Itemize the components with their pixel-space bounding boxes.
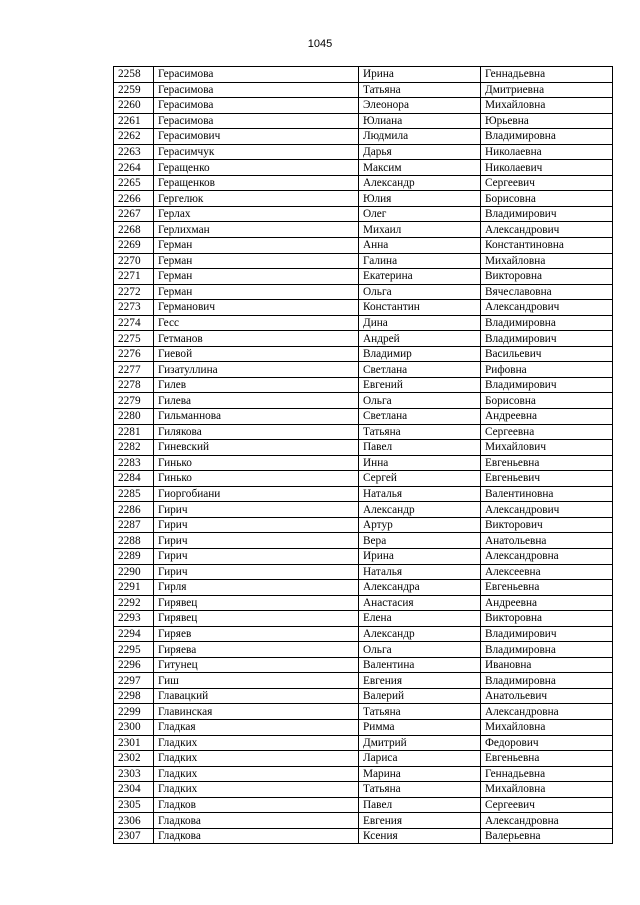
- row-number-cell: 2281: [114, 424, 154, 440]
- patronymic-cell: Михайловна: [481, 253, 613, 269]
- last-name-cell: Гинько: [154, 455, 359, 471]
- table-row: [114, 533, 613, 549]
- patronymic-cell: Владимировна: [481, 673, 613, 689]
- table-row: [114, 160, 613, 176]
- table-row: [114, 377, 613, 393]
- first-name-cell: Римма: [359, 719, 481, 735]
- last-name-cell: Гесс: [154, 315, 359, 331]
- last-name-cell: Герасимова: [154, 98, 359, 114]
- table-row: [114, 704, 613, 720]
- table-row: [114, 98, 613, 114]
- row-number-cell: 2266: [114, 191, 154, 207]
- row-number-cell: 2287: [114, 517, 154, 533]
- patronymic-cell: Александрович: [481, 502, 613, 518]
- patronymic-cell: Евгеньевич: [481, 471, 613, 487]
- patronymic-cell: Евгеньевна: [481, 751, 613, 767]
- last-name-cell: Гирявец: [154, 611, 359, 627]
- table-row: [114, 471, 613, 487]
- last-name-cell: Герасимович: [154, 129, 359, 145]
- last-name-cell: Гилев: [154, 377, 359, 393]
- first-name-cell: Дина: [359, 315, 481, 331]
- last-name-cell: Главацкий: [154, 688, 359, 704]
- patronymic-cell: Евгеньевна: [481, 455, 613, 471]
- row-number-cell: 2274: [114, 315, 154, 331]
- patronymic-cell: Сергеевич: [481, 175, 613, 191]
- table-row: [114, 595, 613, 611]
- patronymic-cell: Анатольевна: [481, 533, 613, 549]
- first-name-cell: Анастасия: [359, 595, 481, 611]
- last-name-cell: Гладков: [154, 797, 359, 813]
- first-name-cell: Елена: [359, 611, 481, 627]
- first-name-cell: Александра: [359, 580, 481, 596]
- last-name-cell: Гергелюк: [154, 191, 359, 207]
- patronymic-cell: Геннадьевна: [481, 766, 613, 782]
- row-number-cell: 2278: [114, 377, 154, 393]
- patronymic-cell: Борисовна: [481, 191, 613, 207]
- last-name-cell: Гилева: [154, 393, 359, 409]
- last-name-cell: Гирявец: [154, 595, 359, 611]
- last-name-cell: Гладкова: [154, 828, 359, 844]
- row-number-cell: 2289: [114, 548, 154, 564]
- patronymic-cell: Сергеевич: [481, 797, 613, 813]
- first-name-cell: Наталья: [359, 564, 481, 580]
- patronymic-cell: Викторович: [481, 517, 613, 533]
- last-name-cell: Герман: [154, 253, 359, 269]
- patronymic-cell: Александровна: [481, 548, 613, 564]
- table-row: [114, 797, 613, 813]
- first-name-cell: Инна: [359, 455, 481, 471]
- row-number-cell: 2292: [114, 595, 154, 611]
- row-number-cell: 2297: [114, 673, 154, 689]
- last-name-cell: Герлах: [154, 206, 359, 222]
- first-name-cell: Светлана: [359, 409, 481, 425]
- patronymic-cell: Борисовна: [481, 393, 613, 409]
- patronymic-cell: Вячеславовна: [481, 284, 613, 300]
- table-row: [114, 782, 613, 798]
- last-name-cell: Гитунец: [154, 657, 359, 673]
- last-name-cell: Гильманнова: [154, 409, 359, 425]
- row-number-cell: 2296: [114, 657, 154, 673]
- row-number-cell: 2303: [114, 766, 154, 782]
- first-name-cell: Светлана: [359, 362, 481, 378]
- row-number-cell: 2273: [114, 300, 154, 316]
- table-row: [114, 393, 613, 409]
- row-number-cell: 2267: [114, 206, 154, 222]
- last-name-cell: Гирич: [154, 517, 359, 533]
- row-number-cell: 2302: [114, 751, 154, 767]
- last-name-cell: Гладких: [154, 735, 359, 751]
- first-name-cell: Ксения: [359, 828, 481, 844]
- row-number-cell: 2298: [114, 688, 154, 704]
- last-name-cell: Герман: [154, 269, 359, 285]
- row-number-cell: 2279: [114, 393, 154, 409]
- first-name-cell: Артур: [359, 517, 481, 533]
- last-name-cell: Герасимова: [154, 67, 359, 83]
- last-name-cell: Гиш: [154, 673, 359, 689]
- first-name-cell: Михаил: [359, 222, 481, 238]
- last-name-cell: Геращенков: [154, 175, 359, 191]
- table-row: [114, 238, 613, 254]
- last-name-cell: Гирич: [154, 548, 359, 564]
- table-row: [114, 82, 613, 98]
- patronymic-cell: Николаевич: [481, 160, 613, 176]
- first-name-cell: Павел: [359, 440, 481, 456]
- first-name-cell: Татьяна: [359, 782, 481, 798]
- table-row: [114, 564, 613, 580]
- page-number: 1045: [307, 38, 333, 50]
- names-table: [113, 66, 613, 844]
- patronymic-cell: Александрович: [481, 222, 613, 238]
- first-name-cell: Марина: [359, 766, 481, 782]
- patronymic-cell: Сергеевна: [481, 424, 613, 440]
- last-name-cell: Гиряев: [154, 626, 359, 642]
- patronymic-cell: Федорович: [481, 735, 613, 751]
- patronymic-cell: Владимировна: [481, 642, 613, 658]
- table-row: [114, 206, 613, 222]
- last-name-cell: Герлихман: [154, 222, 359, 238]
- patronymic-cell: Александровна: [481, 704, 613, 720]
- last-name-cell: Гирич: [154, 533, 359, 549]
- table-row: [114, 486, 613, 502]
- table-row: [114, 362, 613, 378]
- table-row: [114, 548, 613, 564]
- row-number-cell: 2291: [114, 580, 154, 596]
- first-name-cell: Ольга: [359, 284, 481, 300]
- table-row: [114, 719, 613, 735]
- first-name-cell: Татьяна: [359, 424, 481, 440]
- last-name-cell: Геращенко: [154, 160, 359, 176]
- row-number-cell: 2271: [114, 269, 154, 285]
- row-number-cell: 2305: [114, 797, 154, 813]
- names-table-body: [114, 67, 613, 844]
- last-name-cell: Гиряева: [154, 642, 359, 658]
- patronymic-cell: Васильевич: [481, 346, 613, 362]
- first-name-cell: Евгения: [359, 813, 481, 829]
- patronymic-cell: Евгеньевна: [481, 580, 613, 596]
- patronymic-cell: Валентиновна: [481, 486, 613, 502]
- first-name-cell: Лариса: [359, 751, 481, 767]
- patronymic-cell: Владимирович: [481, 331, 613, 347]
- table-row: [114, 346, 613, 362]
- last-name-cell: Герман: [154, 284, 359, 300]
- row-number-cell: 2295: [114, 642, 154, 658]
- last-name-cell: Гиневский: [154, 440, 359, 456]
- table-row: [114, 191, 613, 207]
- last-name-cell: Гетманов: [154, 331, 359, 347]
- table-row: [114, 440, 613, 456]
- table-row: [114, 751, 613, 767]
- row-number-cell: 2263: [114, 144, 154, 160]
- row-number-cell: 2290: [114, 564, 154, 580]
- row-number-cell: 2275: [114, 331, 154, 347]
- last-name-cell: Герасимчук: [154, 144, 359, 160]
- patronymic-cell: Ивановна: [481, 657, 613, 673]
- table-row: [114, 315, 613, 331]
- table-row: [114, 284, 613, 300]
- patronymic-cell: Константиновна: [481, 238, 613, 254]
- table-row: [114, 502, 613, 518]
- table-row: [114, 113, 613, 129]
- first-name-cell: Ольга: [359, 642, 481, 658]
- first-name-cell: Александр: [359, 626, 481, 642]
- row-number-cell: 2286: [114, 502, 154, 518]
- row-number-cell: 2299: [114, 704, 154, 720]
- table-row: [114, 735, 613, 751]
- row-number-cell: 2280: [114, 409, 154, 425]
- table-row: [114, 269, 613, 285]
- patronymic-cell: Викторовна: [481, 269, 613, 285]
- table-row: [114, 424, 613, 440]
- patronymic-cell: Владимирович: [481, 206, 613, 222]
- first-name-cell: Олег: [359, 206, 481, 222]
- first-name-cell: Дарья: [359, 144, 481, 160]
- table-row: [114, 222, 613, 238]
- table-row: [114, 688, 613, 704]
- row-number-cell: 2259: [114, 82, 154, 98]
- last-name-cell: Гладких: [154, 751, 359, 767]
- first-name-cell: Владимир: [359, 346, 481, 362]
- table-row: [114, 611, 613, 627]
- patronymic-cell: Алексеевна: [481, 564, 613, 580]
- patronymic-cell: Рифовна: [481, 362, 613, 378]
- last-name-cell: Гиоргобиани: [154, 486, 359, 502]
- patronymic-cell: Андреевна: [481, 409, 613, 425]
- first-name-cell: Татьяна: [359, 82, 481, 98]
- row-number-cell: 2284: [114, 471, 154, 487]
- table-row: [114, 828, 613, 844]
- last-name-cell: Гилякова: [154, 424, 359, 440]
- patronymic-cell: Геннадьевна: [481, 67, 613, 83]
- table-row: [114, 766, 613, 782]
- patronymic-cell: Михайловна: [481, 719, 613, 735]
- last-name-cell: Главинская: [154, 704, 359, 720]
- first-name-cell: Андрей: [359, 331, 481, 347]
- first-name-cell: Юлиана: [359, 113, 481, 129]
- table-row: [114, 67, 613, 83]
- patronymic-cell: Владимирович: [481, 626, 613, 642]
- first-name-cell: Павел: [359, 797, 481, 813]
- patronymic-cell: Дмитриевна: [481, 82, 613, 98]
- row-number-cell: 2260: [114, 98, 154, 114]
- row-number-cell: 2277: [114, 362, 154, 378]
- patronymic-cell: Михайлович: [481, 440, 613, 456]
- patronymic-cell: Владимирович: [481, 377, 613, 393]
- first-name-cell: Дмитрий: [359, 735, 481, 751]
- last-name-cell: Гладкая: [154, 719, 359, 735]
- table-row: [114, 175, 613, 191]
- first-name-cell: Александр: [359, 502, 481, 518]
- first-name-cell: Валерий: [359, 688, 481, 704]
- last-name-cell: Гирич: [154, 564, 359, 580]
- last-name-cell: Германович: [154, 300, 359, 316]
- last-name-cell: Герасимова: [154, 113, 359, 129]
- row-number-cell: 2306: [114, 813, 154, 829]
- patronymic-cell: Викторовна: [481, 611, 613, 627]
- patronymic-cell: Валерьевна: [481, 828, 613, 844]
- first-name-cell: Валентина: [359, 657, 481, 673]
- first-name-cell: Юлия: [359, 191, 481, 207]
- row-number-cell: 2268: [114, 222, 154, 238]
- patronymic-cell: Александровна: [481, 813, 613, 829]
- table-row: [114, 657, 613, 673]
- first-name-cell: Людмила: [359, 129, 481, 145]
- row-number-cell: 2262: [114, 129, 154, 145]
- patronymic-cell: Михайловна: [481, 782, 613, 798]
- row-number-cell: 2282: [114, 440, 154, 456]
- patronymic-cell: Владимировна: [481, 129, 613, 145]
- last-name-cell: Герасимова: [154, 82, 359, 98]
- row-number-cell: 2270: [114, 253, 154, 269]
- first-name-cell: Ирина: [359, 548, 481, 564]
- row-number-cell: 2288: [114, 533, 154, 549]
- first-name-cell: Анна: [359, 238, 481, 254]
- last-name-cell: Гладкова: [154, 813, 359, 829]
- row-number-cell: 2304: [114, 782, 154, 798]
- table-row: [114, 144, 613, 160]
- row-number-cell: 2301: [114, 735, 154, 751]
- row-number-cell: 2294: [114, 626, 154, 642]
- last-name-cell: Гирич: [154, 502, 359, 518]
- first-name-cell: Татьяна: [359, 704, 481, 720]
- table-row: [114, 813, 613, 829]
- row-number-cell: 2293: [114, 611, 154, 627]
- first-name-cell: Ольга: [359, 393, 481, 409]
- table-row: [114, 331, 613, 347]
- row-number-cell: 2264: [114, 160, 154, 176]
- last-name-cell: Гинько: [154, 471, 359, 487]
- first-name-cell: Екатерина: [359, 269, 481, 285]
- table-row: [114, 129, 613, 145]
- last-name-cell: Герман: [154, 238, 359, 254]
- patronymic-cell: Анатольевич: [481, 688, 613, 704]
- first-name-cell: Наталья: [359, 486, 481, 502]
- first-name-cell: Евгений: [359, 377, 481, 393]
- table-row: [114, 642, 613, 658]
- first-name-cell: Элеонора: [359, 98, 481, 114]
- table-row: [114, 580, 613, 596]
- table-row: [114, 300, 613, 316]
- first-name-cell: Галина: [359, 253, 481, 269]
- patronymic-cell: Юрьевна: [481, 113, 613, 129]
- row-number-cell: 2300: [114, 719, 154, 735]
- row-number-cell: 2276: [114, 346, 154, 362]
- row-number-cell: 2261: [114, 113, 154, 129]
- last-name-cell: Гладких: [154, 782, 359, 798]
- patronymic-cell: Владимировна: [481, 315, 613, 331]
- row-number-cell: 2283: [114, 455, 154, 471]
- row-number-cell: 2265: [114, 175, 154, 191]
- last-name-cell: Гиевой: [154, 346, 359, 362]
- table-row: [114, 517, 613, 533]
- first-name-cell: Евгения: [359, 673, 481, 689]
- first-name-cell: Сергей: [359, 471, 481, 487]
- last-name-cell: Гладких: [154, 766, 359, 782]
- table-row: [114, 673, 613, 689]
- first-name-cell: Александр: [359, 175, 481, 191]
- first-name-cell: Вера: [359, 533, 481, 549]
- last-name-cell: Гизатуллина: [154, 362, 359, 378]
- patronymic-cell: Александрович: [481, 300, 613, 316]
- row-number-cell: 2307: [114, 828, 154, 844]
- row-number-cell: 2258: [114, 67, 154, 83]
- first-name-cell: Константин: [359, 300, 481, 316]
- table-row: [114, 253, 613, 269]
- row-number-cell: 2285: [114, 486, 154, 502]
- patronymic-cell: Михайловна: [481, 98, 613, 114]
- last-name-cell: Гирля: [154, 580, 359, 596]
- table-row: [114, 626, 613, 642]
- row-number-cell: 2269: [114, 238, 154, 254]
- patronymic-cell: Андреевна: [481, 595, 613, 611]
- first-name-cell: Максим: [359, 160, 481, 176]
- table-row: [114, 455, 613, 471]
- patronymic-cell: Николаевна: [481, 144, 613, 160]
- first-name-cell: Ирина: [359, 67, 481, 83]
- row-number-cell: 2272: [114, 284, 154, 300]
- table-row: [114, 409, 613, 425]
